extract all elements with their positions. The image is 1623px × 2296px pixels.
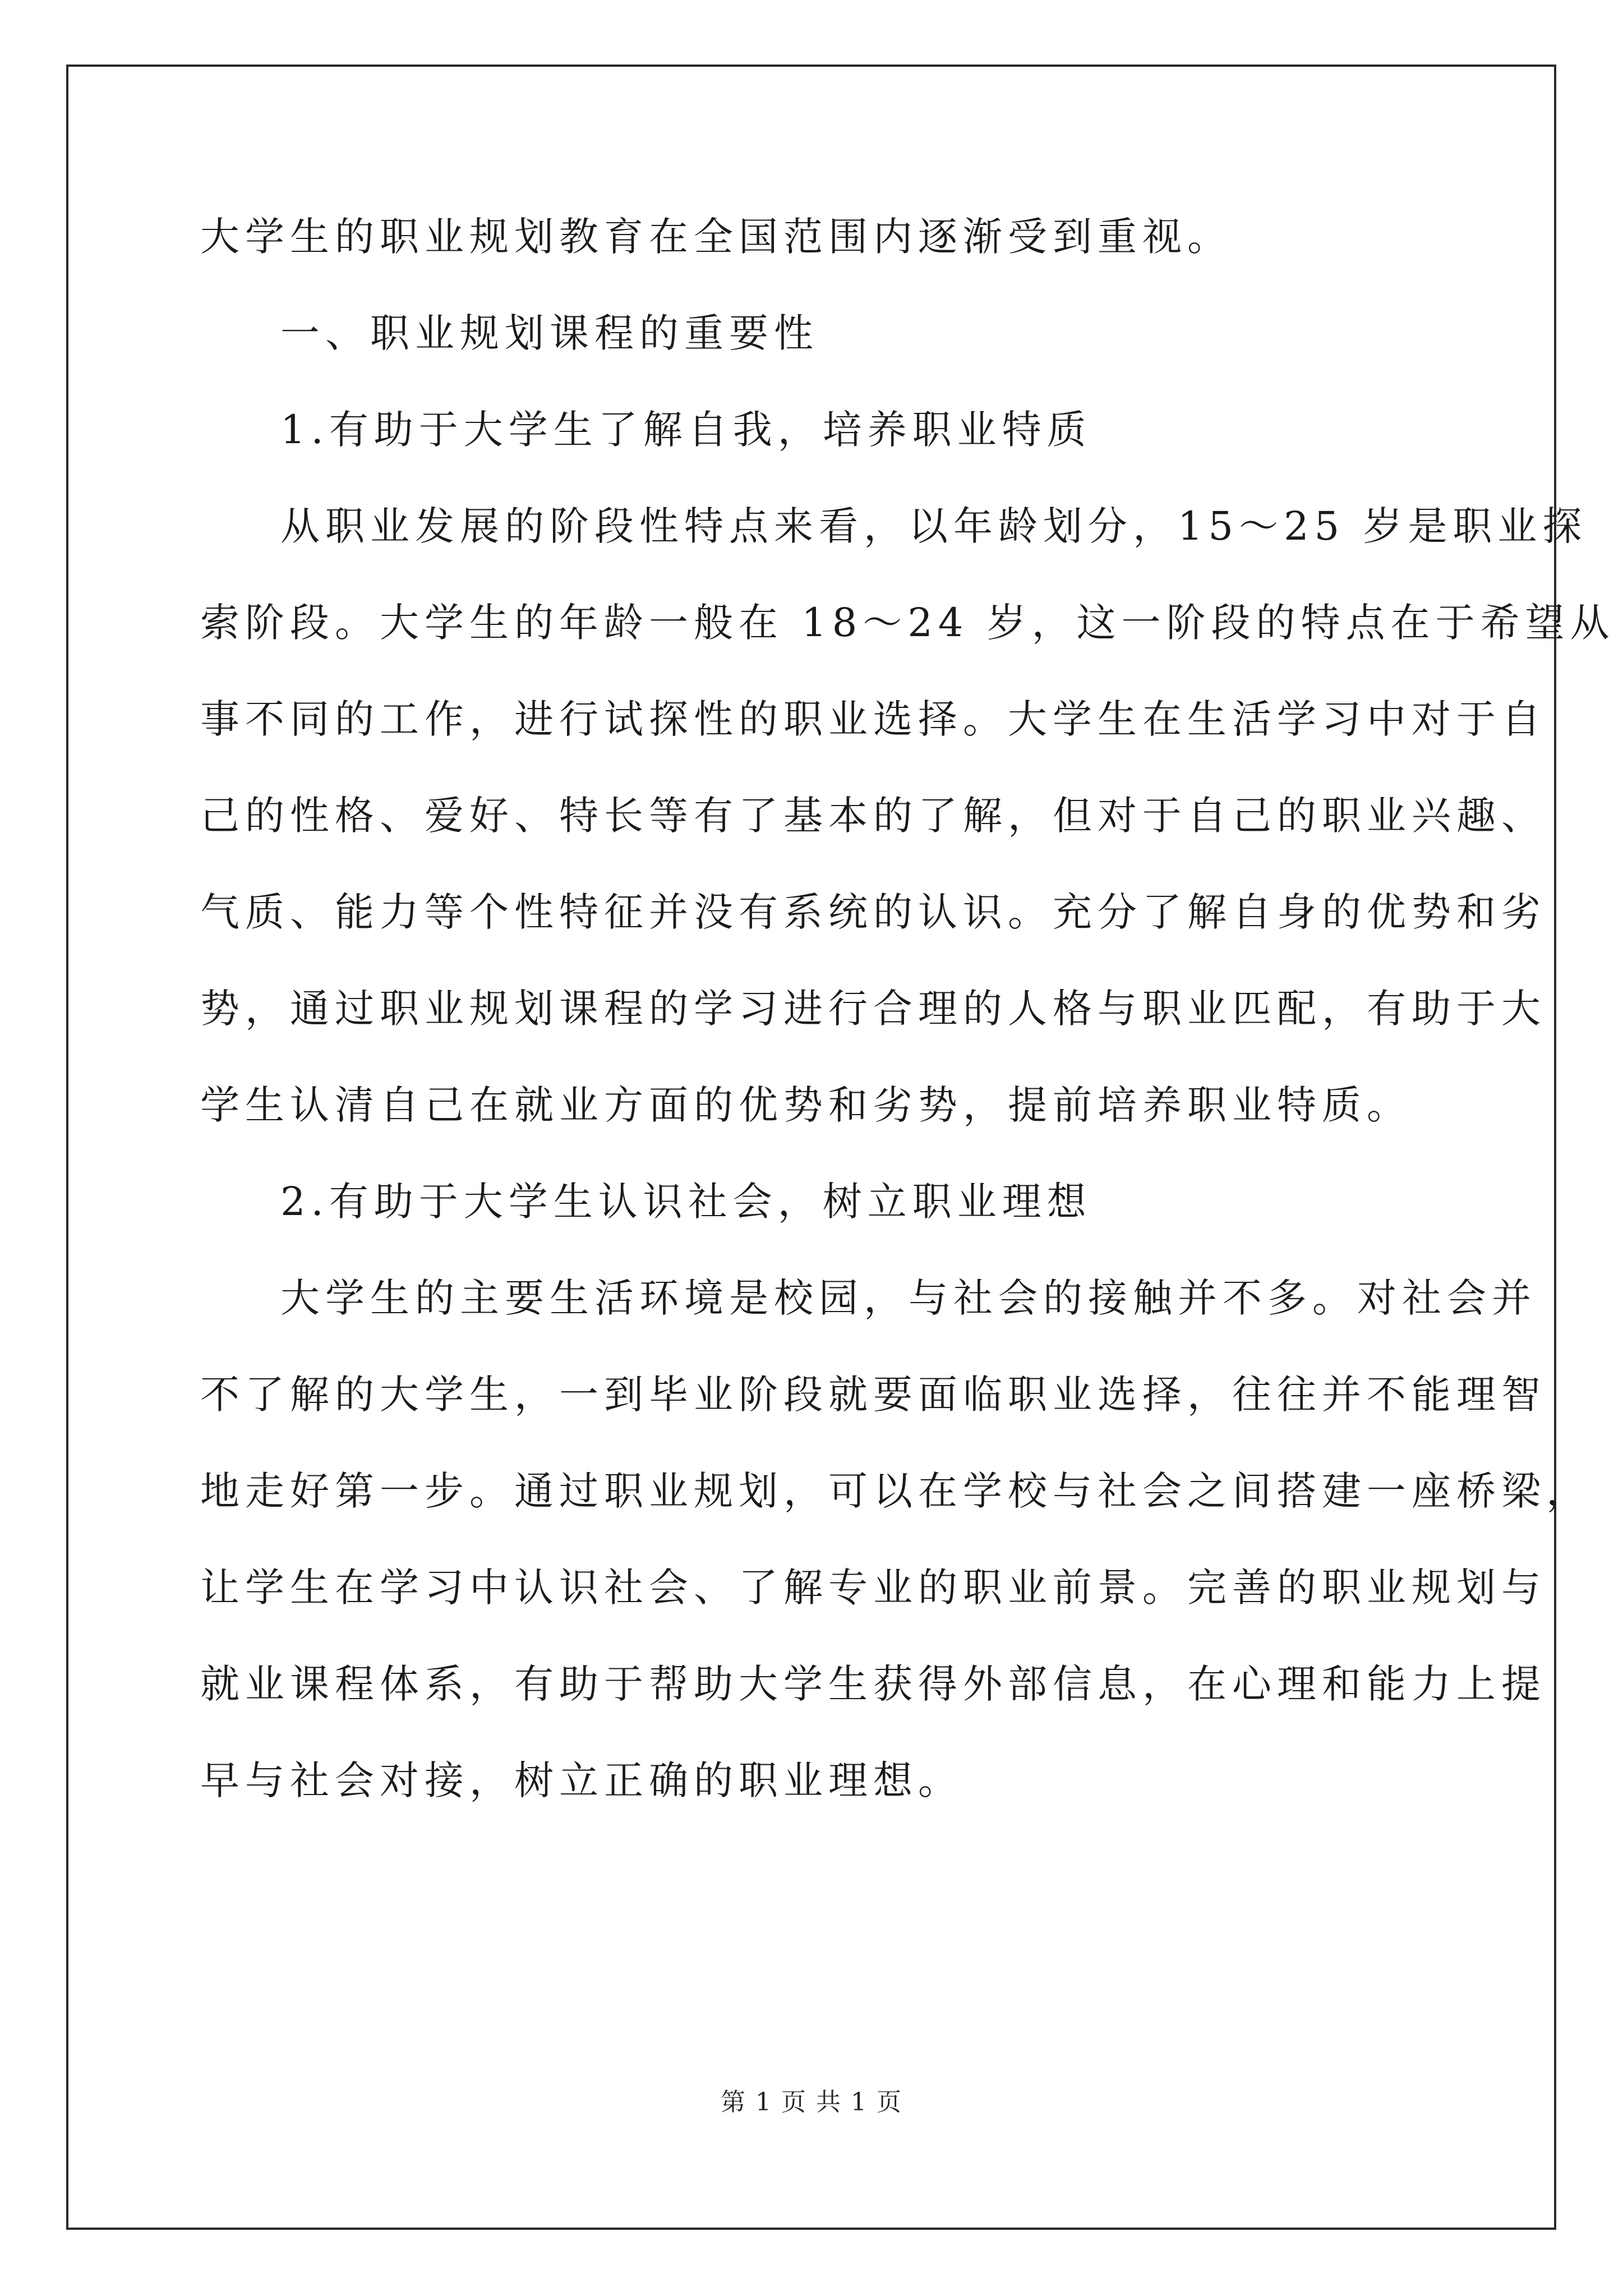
- text-line: 事不同的工作，进行试探性的职业选择。大学生在生活学习中对于自: [200, 696, 1546, 742]
- text-line: 2.有助于大学生认识社会，树立职业理想: [280, 1179, 1092, 1225]
- page-number-footer: 第 1 页 共 1 页: [721, 2088, 902, 2116]
- paragraph-1: [200, 497, 1615, 1134]
- text-line: 1.有助于大学生了解自我，培养职业特质: [280, 407, 1092, 453]
- text-line: 就业课程体系，有助于帮助大学生获得外部信息，在心理和能力上提: [200, 1661, 1546, 1707]
- text-line: 索阶段。大学生的年龄一般在 18～24 岁，这一阶段的特点在于希望从: [200, 600, 1615, 646]
- document-body: [200, 208, 1615, 1848]
- text-line: 大学生的职业规划教育在全国范围内逐渐受到重视。: [200, 214, 1232, 260]
- text-line: 让学生在学习中认识社会、了解专业的职业前景。完善的职业规划与: [200, 1565, 1546, 1611]
- text-line: 不了解的大学生，一到毕业阶段就要面临职业选择，往往并不能理智: [200, 1372, 1546, 1418]
- text-line: 大学生的主要生活环境是校园，与社会的接触并不多。对社会并: [280, 1275, 1537, 1321]
- text-line: 势，通过职业规划课程的学习进行合理的人格与职业匹配，有助于大: [200, 986, 1546, 1032]
- text-line: 从职业发展的阶段性特点来看，以年龄划分，15～25 岁是职业探: [280, 503, 1588, 549]
- section-heading: [200, 304, 1445, 362]
- continuation-paragraph: [200, 208, 1445, 266]
- text-line: 一、职业规划课程的重要性: [280, 310, 819, 356]
- text-line: 气质、能力等个性特征并没有系统的认识。充分了解自身的优势和劣: [200, 889, 1546, 935]
- paragraph-2: [200, 1269, 1591, 1810]
- text-line: 早与社会对接，树立正确的职业理想。: [200, 1757, 963, 1803]
- text-line: 地走好第一步。通过职业规划，可以在学校与社会之间搭建一座桥梁，: [200, 1468, 1591, 1514]
- text-line: 学生认清自己在就业方面的优势和劣势，提前培养职业特质。: [200, 1082, 1412, 1128]
- subheading-1: [200, 401, 1445, 459]
- subheading-2: [200, 1172, 1445, 1231]
- text-line: 己的性格、爱好、特长等有了基本的了解，但对于自己的职业兴趣、: [200, 793, 1546, 839]
